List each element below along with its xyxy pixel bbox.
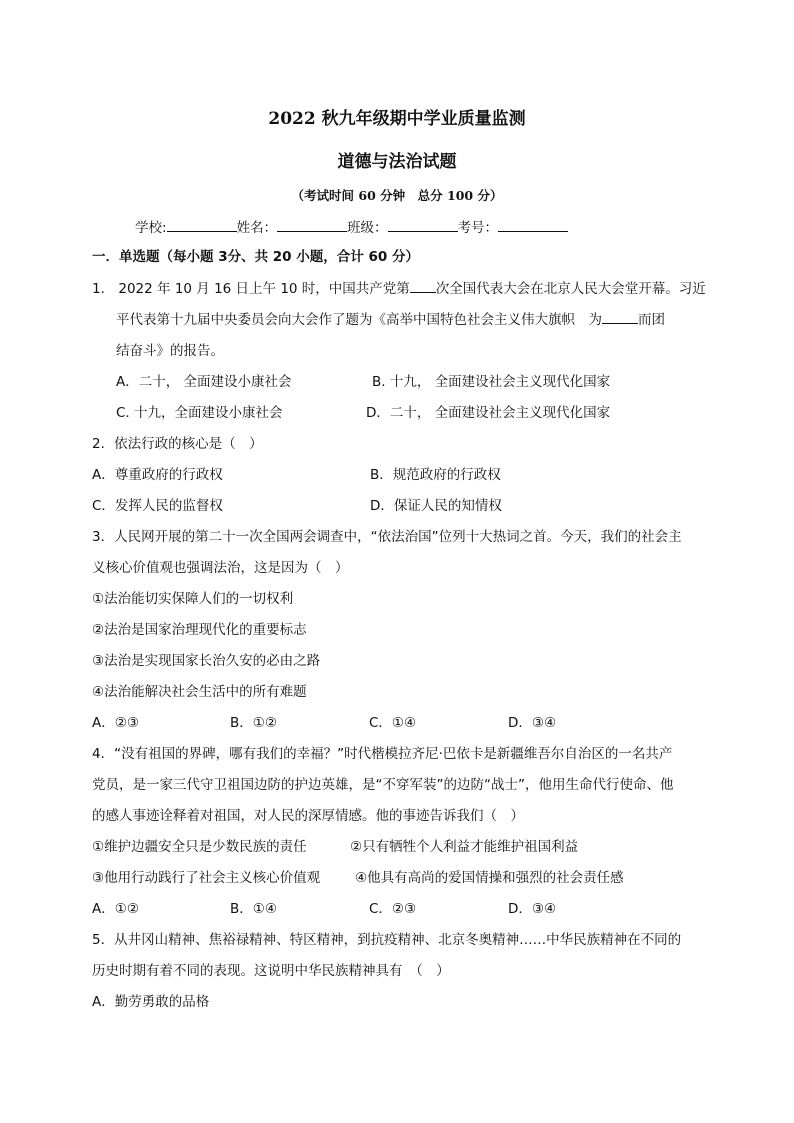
q1-line2-text-a: 平代表第十九届中央委员会向大会作了题为《高举中国特色社会主义伟大旗帜 为	[116, 312, 602, 328]
q5-option-a[interactable]: A．勤劳勇敢的品格	[92, 994, 210, 1010]
number-blank[interactable]	[498, 219, 568, 232]
q3-option-c[interactable]: C．①④	[369, 715, 417, 731]
q1-blank-2	[602, 311, 638, 324]
q2-option-b[interactable]: B．规范政府的行政权	[370, 467, 501, 483]
q3-option-a[interactable]: A．②③	[92, 715, 139, 731]
q4-option-c[interactable]: C．②③	[369, 901, 417, 917]
q5-line2: 历史时期有着不同的表现。这说明中华民族精神具有 （ ）	[92, 963, 450, 979]
q4-option-a[interactable]: A．①②	[92, 901, 139, 917]
q1-line2-text-b: 而团	[638, 312, 665, 328]
school-label: 学校:	[135, 220, 167, 236]
q1-line1-text-a: 1. 2022 年 10 月 16 日上午 10 时，中国共产党第	[92, 281, 410, 297]
q4-statement-3: ③他用行动践行了社会主义核心价值观	[92, 870, 321, 886]
q1-option-c[interactable]: C. 十九，全面建设小康社会	[116, 405, 283, 421]
q4-line2: 党员，是一家三代守卫祖国边防的护边英雄，是“不穿军装”的边防“战士”，他用生命代行使命、他	[92, 777, 674, 793]
name-blank[interactable]	[277, 219, 347, 232]
number-label: 考号：	[457, 220, 499, 236]
q3-statement-2: ②法治是国家治理现代化的重要标志	[92, 622, 307, 638]
q3-statement-4: ④法治能解决社会生活中的所有难题	[92, 684, 307, 700]
q2-option-a[interactable]: A．尊重政府的行政权	[92, 467, 223, 483]
q4-option-d[interactable]: D．③④	[508, 901, 557, 917]
q1-option-a[interactable]: A．二十， 全面建设小康社会	[116, 374, 292, 390]
q4-statement-4: ④他具有高尚的爱国情操和强烈的社会责任感	[355, 870, 624, 886]
q3-statement-1: ①法治能切实保障人们的一切权利	[92, 591, 294, 607]
exam-title: 2022 秋九年级期中学业质量监测	[268, 109, 526, 129]
q4-line1: 4．“没有祖国的界碑，哪有我们的幸福？”时代楷模拉齐尼·巴依卡是新疆维吾尔自治区的一名共产	[92, 746, 673, 762]
q1-line3: 结奋斗》的报告。	[116, 343, 224, 359]
q3-option-b[interactable]: B．①②	[230, 715, 277, 731]
q1-option-d[interactable]: D．二十， 全面建设社会主义现代化国家	[366, 405, 611, 421]
q1-option-b[interactable]: B. 十九， 全面建设社会主义现代化国家	[372, 374, 611, 390]
q2-option-c[interactable]: C．发挥人民的监督权	[92, 498, 223, 514]
q3-statement-3: ③法治是实现国家长治久安的必由之路	[92, 653, 321, 669]
q1-blank-1	[410, 280, 436, 293]
q2-option-d[interactable]: D．保证人民的知情权	[370, 498, 502, 514]
q1-line2	[116, 311, 665, 329]
q1-line1	[92, 280, 706, 298]
q4-statement-1: ①维护边疆安全只是少数民族的责任	[92, 839, 307, 855]
q5-line1: 5．从井冈山精神、焦裕禄精神、特区精神，到抗疫精神、北京冬奥精神……中华民族精神在不同的	[92, 932, 682, 948]
student-info-row	[135, 216, 568, 236]
class-label: 班级：	[347, 220, 388, 236]
q3-line1: 3．人民网开展的第二十一次全国两会调查中，“依法治国”位列十大热词之首。今天，我们的社会主	[92, 529, 682, 545]
subject-title: 道德与法治试题	[337, 152, 457, 172]
q1-line1-text-b: 次全国代表大会在北京人民大会堂开幕。习近	[435, 281, 706, 297]
exam-info: （考试时间 60 分钟 总分 100 分）	[291, 188, 503, 203]
school-blank[interactable]	[167, 219, 237, 232]
q4-option-b[interactable]: B．①④	[230, 901, 277, 917]
q2-stem: 2．依法行政的核心是（ ）	[92, 436, 263, 452]
q4-line3: 的感人事迹诠释着对祖国，对人民的深厚情感。他的事迹告诉我们（ ）	[92, 808, 524, 824]
section-heading: 一．单选题（每小题 3分、共 20 小题，合计 60 分）	[92, 249, 419, 265]
class-blank[interactable]	[388, 219, 458, 232]
q4-statement-2: ②只有牺牲个人利益才能维护祖国利益	[350, 839, 579, 855]
name-label: 姓名：	[236, 220, 278, 236]
q3-line2: 义核心价值观也强调法治，这是因为（ ）	[92, 560, 349, 576]
q3-option-d[interactable]: D．③④	[508, 715, 557, 731]
